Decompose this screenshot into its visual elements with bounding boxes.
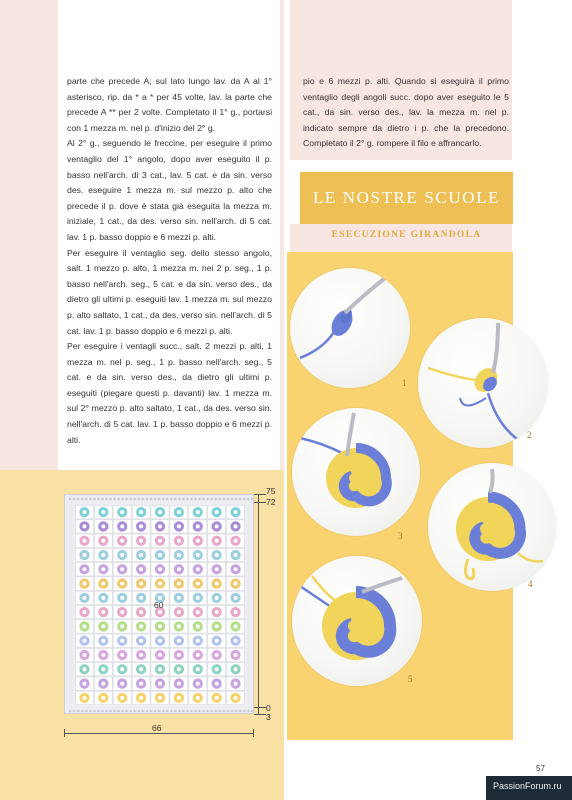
motif-center bbox=[177, 639, 181, 643]
footer-site-name: PassionForum.ru bbox=[493, 781, 562, 791]
border-stitch bbox=[142, 710, 145, 713]
photo-label-4: 4 bbox=[528, 579, 533, 589]
motif-center bbox=[196, 567, 200, 571]
motif-center bbox=[177, 682, 181, 686]
step-photo-5 bbox=[292, 556, 422, 686]
motif-center bbox=[120, 567, 124, 571]
motif-center bbox=[215, 667, 219, 671]
motif-center bbox=[120, 639, 124, 643]
motif-center bbox=[139, 582, 143, 586]
section-subtitle: ESECUZIONE GIRANDOLA bbox=[331, 230, 482, 240]
motif-center bbox=[196, 624, 200, 628]
border-stitch bbox=[81, 710, 84, 713]
motif-center bbox=[139, 553, 143, 557]
motif-center bbox=[82, 610, 86, 614]
motif-center bbox=[234, 653, 238, 657]
motif-center bbox=[82, 524, 86, 528]
dimension-tick-right bbox=[253, 729, 254, 737]
border-stitch bbox=[77, 710, 80, 713]
motif-center bbox=[101, 667, 105, 671]
motif-center bbox=[82, 682, 86, 686]
motif-center bbox=[215, 610, 219, 614]
motif-center bbox=[234, 610, 238, 614]
motif-center bbox=[158, 567, 162, 571]
border-stitch bbox=[178, 498, 181, 501]
border-stitch bbox=[69, 498, 72, 501]
motif-center bbox=[215, 567, 219, 571]
border-stitch bbox=[166, 710, 169, 713]
border-stitch bbox=[223, 498, 226, 501]
motif-center bbox=[234, 596, 238, 600]
border-stitch bbox=[190, 710, 193, 713]
motif-center bbox=[120, 553, 124, 557]
motif-center bbox=[234, 582, 238, 586]
border-stitch bbox=[223, 710, 226, 713]
dimension-line-width bbox=[64, 733, 254, 734]
dimension-tick-bottom bbox=[254, 714, 266, 715]
border-stitch bbox=[186, 498, 189, 501]
border-stitch bbox=[247, 710, 250, 713]
border-stitch bbox=[73, 710, 76, 713]
border-stitch bbox=[227, 498, 230, 501]
border-stitch bbox=[113, 710, 116, 713]
motif-center bbox=[177, 667, 181, 671]
border-stitch bbox=[150, 710, 153, 713]
motif-center bbox=[101, 610, 105, 614]
dimension-tick-bottom-inner bbox=[254, 707, 266, 708]
motif-center bbox=[139, 624, 143, 628]
motif-center bbox=[177, 539, 181, 543]
motif-center bbox=[158, 610, 162, 614]
border-stitch bbox=[231, 710, 234, 713]
border-stitch bbox=[150, 498, 153, 501]
border-stitch bbox=[247, 498, 250, 501]
motif-center bbox=[82, 510, 86, 514]
motif-center bbox=[101, 682, 105, 686]
border-stitch bbox=[85, 710, 88, 713]
step-photo-4 bbox=[428, 463, 556, 591]
motif-center bbox=[158, 653, 162, 657]
motif-center bbox=[215, 682, 219, 686]
motif-center bbox=[139, 696, 143, 700]
border-stitch bbox=[97, 498, 100, 501]
border-stitch bbox=[202, 710, 205, 713]
border-stitch bbox=[105, 710, 108, 713]
border-stitch bbox=[162, 710, 165, 713]
border-stitch bbox=[239, 498, 242, 501]
motif-center bbox=[215, 639, 219, 643]
motif-center bbox=[215, 696, 219, 700]
border-stitch bbox=[215, 498, 218, 501]
border-stitch bbox=[101, 710, 104, 713]
motif-center bbox=[120, 667, 124, 671]
motif-center bbox=[234, 553, 238, 557]
border-stitch bbox=[69, 710, 72, 713]
motif-center bbox=[101, 696, 105, 700]
motif-center bbox=[234, 682, 238, 686]
paragraph: Per eseguire i ventagli succ., salt. 2 mezzi p. alti, 1 mezza m. nel p. seg., 1 p. basso nell'arch. seg., 5 cat. e da sin. verso des., da dietro gli ultimi p. eseguiti (piegare questi p. davanti) lav. 1 mezza m. sul 2° mezzo p. alto saltato, 1 cat., da des. verso sin. nell'arch. di 5 cat. lav. 1 p. basso doppio e 6 mezzi p. alti. bbox=[67, 341, 272, 445]
motif-center bbox=[82, 567, 86, 571]
dimension-label-top-outer: 75 bbox=[266, 486, 276, 496]
dimension-tick-left bbox=[64, 729, 65, 737]
motif-center bbox=[196, 539, 200, 543]
motif-center bbox=[139, 610, 143, 614]
border-stitch bbox=[121, 498, 124, 501]
border-stitch bbox=[190, 498, 193, 501]
border-stitch bbox=[170, 498, 173, 501]
motif-center bbox=[196, 696, 200, 700]
paragraph: pio e 6 mezzi p. alti. Quando si eseguirà il primo ventaglio degli angoli succ. dopo aver eseguito le 5 cat., da sin. verso des., lav. la mezza m. nel p. indicato sempre da dietro i p. che la precedono. Completato il 2° g. rompere il filo e affrancarlo. bbox=[303, 76, 509, 149]
border-stitch bbox=[210, 498, 213, 501]
motif-center bbox=[215, 653, 219, 657]
motif-center bbox=[215, 553, 219, 557]
motif-center bbox=[82, 553, 86, 557]
motif-center bbox=[177, 582, 181, 586]
motif-center bbox=[158, 510, 162, 514]
motif-center bbox=[120, 696, 124, 700]
motif-center bbox=[215, 510, 219, 514]
motif-center bbox=[196, 582, 200, 586]
motif-center bbox=[101, 653, 105, 657]
dimension-label-bottom-inner: 0 bbox=[266, 703, 271, 713]
motif-center bbox=[101, 582, 105, 586]
border-stitch bbox=[186, 710, 189, 713]
motif-center bbox=[120, 539, 124, 543]
border-stitch bbox=[73, 498, 76, 501]
border-stitch bbox=[113, 498, 116, 501]
motif-center bbox=[158, 624, 162, 628]
motif-center bbox=[82, 667, 86, 671]
border-stitch bbox=[174, 498, 177, 501]
border-stitch bbox=[146, 710, 149, 713]
motif-center bbox=[196, 524, 200, 528]
motif-center bbox=[101, 539, 105, 543]
motif-center bbox=[196, 682, 200, 686]
motif-center bbox=[158, 553, 162, 557]
border-stitch bbox=[194, 498, 197, 501]
border-stitch bbox=[81, 498, 84, 501]
section-title: LE NOSTRE SCUOLE bbox=[312, 188, 501, 207]
dimension-label-top-inner: 72 bbox=[266, 497, 276, 507]
motif-center bbox=[82, 624, 86, 628]
dimension-tick-top bbox=[254, 494, 266, 495]
motif-center bbox=[234, 524, 238, 528]
motif-center bbox=[196, 510, 200, 514]
border-stitch bbox=[93, 710, 96, 713]
motif-center bbox=[177, 696, 181, 700]
border-stitch bbox=[243, 498, 246, 501]
border-stitch bbox=[198, 710, 201, 713]
paragraph: Per eseguire il ventaglio seg. dello stesso angolo, salt. 1 mezzo p. alto, 1 mezza m. nei 2 p. seg., 1 p. basso nell'arch. seg., 5 cat. e da sin. verso des., da dietro gli ultimi p. eseguiti lav. 1 mezza m. sul mezzo p. alto saltato, 1 cat., da des. verso sin. nell'arch. di 5 cat. lav. 1 p. basso doppio e 6 mezzi p. alti. bbox=[67, 247, 272, 336]
border-stitch bbox=[162, 498, 165, 501]
border-stitch bbox=[206, 498, 209, 501]
motif-center bbox=[120, 653, 124, 657]
motif-center bbox=[234, 639, 238, 643]
motif-center bbox=[101, 624, 105, 628]
motif-center bbox=[139, 682, 143, 686]
step-photo-3 bbox=[292, 408, 420, 536]
motif-center bbox=[177, 567, 181, 571]
motif-center bbox=[139, 539, 143, 543]
motif-center bbox=[120, 524, 124, 528]
motif-center bbox=[177, 596, 181, 600]
border-stitch bbox=[227, 710, 230, 713]
motif-center bbox=[139, 567, 143, 571]
border-stitch bbox=[198, 498, 201, 501]
motif-center bbox=[139, 510, 143, 514]
border-stitch bbox=[158, 498, 161, 501]
photo-label-1: 1 bbox=[402, 378, 407, 388]
left-text-column bbox=[67, 74, 272, 448]
motif-center bbox=[215, 624, 219, 628]
motif-center bbox=[196, 667, 200, 671]
photo-label-3: 3 bbox=[398, 531, 403, 541]
motif-center bbox=[158, 582, 162, 586]
motif-center bbox=[101, 510, 105, 514]
border-stitch bbox=[97, 710, 100, 713]
motif-center bbox=[215, 582, 219, 586]
motif-center bbox=[234, 539, 238, 543]
border-stitch bbox=[117, 498, 120, 501]
border-stitch bbox=[89, 498, 92, 501]
dimension-tick-top-inner bbox=[254, 502, 266, 503]
motif-center bbox=[158, 524, 162, 528]
border-stitch bbox=[134, 710, 137, 713]
border-stitch bbox=[182, 498, 185, 501]
motif-center bbox=[82, 639, 86, 643]
border-stitch bbox=[178, 710, 181, 713]
motif-center bbox=[177, 524, 181, 528]
motif-center bbox=[101, 596, 105, 600]
motif-center bbox=[120, 682, 124, 686]
motif-center bbox=[101, 553, 105, 557]
border-stitch bbox=[206, 710, 209, 713]
step-photo-1 bbox=[290, 268, 410, 388]
border-stitch bbox=[109, 710, 112, 713]
border-stitch bbox=[170, 710, 173, 713]
paragraph: parte che precede A; sul lato lungo lav. da A al 1° asterisco, rip. da * a * per 45 volte, lav. la parte che precede A ** per 2 volte. Completato il 1° g., portarsi con 1 mezza m. nel p. d'inizio del 2° g. bbox=[67, 76, 272, 133]
photo-label-5: 5 bbox=[408, 674, 413, 684]
photo-label-2: 2 bbox=[527, 430, 532, 440]
border-stitch bbox=[235, 498, 238, 501]
border-stitch bbox=[125, 498, 128, 501]
border-stitch bbox=[125, 710, 128, 713]
border-stitch bbox=[239, 710, 242, 713]
dimension-label-middle: 60 bbox=[154, 600, 164, 610]
border-stitch bbox=[121, 710, 124, 713]
motif-center bbox=[158, 639, 162, 643]
motif-center bbox=[177, 553, 181, 557]
motif-center bbox=[158, 696, 162, 700]
motif-center bbox=[177, 624, 181, 628]
dimension-label-bottom-outer: 3 bbox=[266, 712, 271, 722]
border-stitch bbox=[219, 710, 222, 713]
motif-center bbox=[158, 539, 162, 543]
paragraph: Al 2° g., seguendo le freccine, per eseguire il primo ventaglio del 1° angolo, dopo aver eseguito il p. basso nell'arch. di 3 cat., lav. 5 cat. e da sin. verso des. eseguire 1 mezza m. sul mezzo p. alto che precede il p. dove è stata già eseguita la mezza m. iniziale, 1 cat., da des. verso sin. nell'arch. di 5 cat. lav. 1 p. basso doppio e 6 mezzi p. alti. bbox=[67, 138, 272, 242]
motif-center bbox=[234, 567, 238, 571]
motif-center bbox=[82, 653, 86, 657]
motif-center bbox=[120, 582, 124, 586]
motif-center bbox=[101, 639, 105, 643]
border-stitch bbox=[129, 710, 132, 713]
border-stitch bbox=[166, 498, 169, 501]
border-stitch bbox=[138, 498, 141, 501]
border-stitch bbox=[235, 710, 238, 713]
motif-center bbox=[215, 596, 219, 600]
border-stitch bbox=[93, 498, 96, 501]
motif-center bbox=[196, 596, 200, 600]
motif-center bbox=[139, 667, 143, 671]
motif-center bbox=[120, 610, 124, 614]
motif-center bbox=[82, 582, 86, 586]
motif-center bbox=[139, 524, 143, 528]
motif-center bbox=[234, 696, 238, 700]
border-stitch bbox=[194, 710, 197, 713]
border-stitch bbox=[105, 498, 108, 501]
border-stitch bbox=[101, 498, 104, 501]
border-stitch bbox=[77, 498, 80, 501]
border-stitch bbox=[117, 710, 120, 713]
border-stitch bbox=[182, 710, 185, 713]
motif-center bbox=[234, 624, 238, 628]
motif-center bbox=[120, 510, 124, 514]
motif-center bbox=[82, 596, 86, 600]
border-stitch bbox=[129, 498, 132, 501]
border-stitch bbox=[142, 498, 145, 501]
motif-center bbox=[177, 510, 181, 514]
border-stitch bbox=[89, 710, 92, 713]
motif-center bbox=[139, 653, 143, 657]
border-stitch bbox=[202, 498, 205, 501]
motif-center bbox=[139, 639, 143, 643]
motif-center bbox=[177, 653, 181, 657]
motif-center bbox=[215, 539, 219, 543]
section-heading-box bbox=[300, 172, 513, 224]
motif-center bbox=[101, 524, 105, 528]
dimension-line-right bbox=[258, 494, 259, 714]
border-stitch bbox=[154, 498, 157, 501]
border-stitch bbox=[210, 710, 213, 713]
page-number: 57 bbox=[536, 764, 545, 773]
motif-center bbox=[196, 653, 200, 657]
border-stitch bbox=[251, 498, 254, 501]
motif-center bbox=[120, 596, 124, 600]
motif-center bbox=[215, 524, 219, 528]
border-stitch bbox=[109, 498, 112, 501]
border-stitch bbox=[85, 498, 88, 501]
motif-center bbox=[234, 667, 238, 671]
motif-center bbox=[177, 610, 181, 614]
dimension-label-width: 66 bbox=[152, 723, 162, 733]
border-stitch bbox=[231, 498, 234, 501]
border-stitch bbox=[154, 710, 157, 713]
motif-center bbox=[158, 667, 162, 671]
border-stitch bbox=[174, 710, 177, 713]
border-stitch bbox=[138, 710, 141, 713]
motif-center bbox=[139, 596, 143, 600]
motif-center bbox=[196, 553, 200, 557]
border-stitch bbox=[251, 710, 254, 713]
border-stitch bbox=[146, 498, 149, 501]
border-stitch bbox=[219, 498, 222, 501]
motif-center bbox=[234, 510, 238, 514]
motif-center bbox=[82, 539, 86, 543]
motif-center bbox=[101, 567, 105, 571]
border-stitch bbox=[158, 710, 161, 713]
border-stitch bbox=[134, 498, 137, 501]
border-stitch bbox=[243, 710, 246, 713]
motif-center bbox=[196, 610, 200, 614]
step-photo-2 bbox=[418, 318, 548, 448]
motif-center bbox=[196, 639, 200, 643]
motif-center bbox=[82, 696, 86, 700]
motif-center bbox=[158, 682, 162, 686]
motif-center bbox=[120, 624, 124, 628]
border-stitch bbox=[215, 710, 218, 713]
right-text-column bbox=[303, 74, 509, 152]
